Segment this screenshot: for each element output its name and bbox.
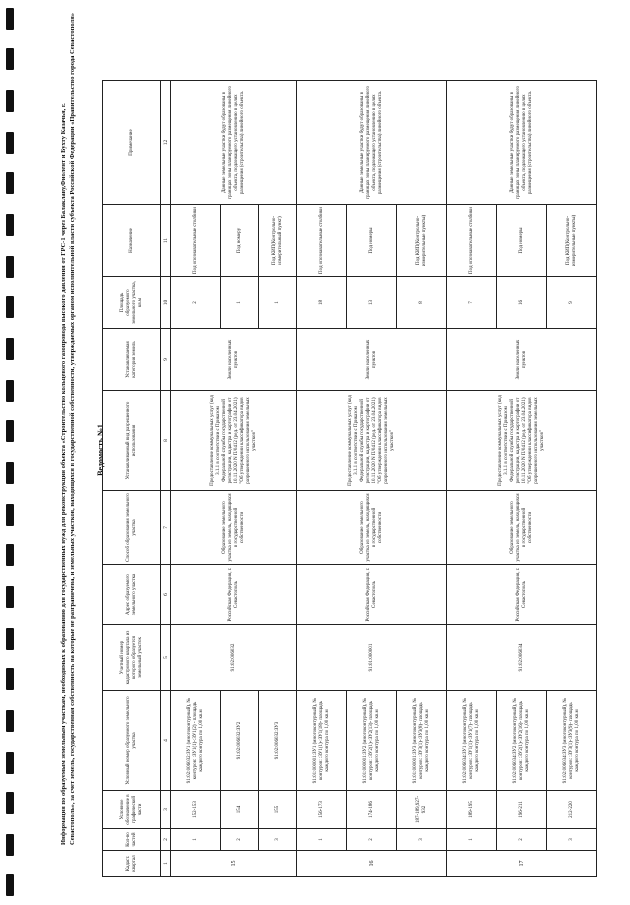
statement-number: Ведомость №1 [96,424,105,476]
plot-number: 91:01:000001:ЗУ2 (многоконтурный), № контуров: :ЗУ2(1)-:ЗУ2(13)- площадь каждого контура по 1,00 кв.м [347,691,397,791]
plot-number: 91:02:006032:ЗУ2 [221,691,259,791]
plot-number: 91:02:006032:ЗУ3 [259,691,297,791]
plot-number: 91:01:000001:ЗУ1 (многоконтурный), № контуров: :ЗУ1(1)-:ЗУ1(18)- площадь каждого контура по 1,00 кв.м [297,691,347,791]
plot-number: 91:02:006034:ЗУ2 (многоконтурный), № контуров: :ЗУ2(1)-:ЗУ2(16)- площадь каждого контура по 1,00 кв.м [497,691,547,791]
plot-number: 91:01:000001:ЗУ3 (многоконтурный), № контуров: :ЗУ3(1)-:ЗУ3(8)- площадь каждого контура по 1,00 кв.м [397,691,447,791]
graphic-mark: 156-173 [297,791,347,829]
plot-number: 91:02:006034:ЗУ1 (многоконтурный), № контуров: :ЗУ1(1)-:ЗУ1(7)- площадь каждого контура по 1,00 кв.м [447,691,497,791]
column-number: 8 [161,391,171,491]
header-cell: Адрес образуемого земельного участка [103,565,161,625]
table-row [171,81,221,877]
heading-line-1: Информация по образуемым земельным участкам, необходимых к образованию для государственных нужд для реконструкции объекта «Строительство кольцевого газопровода высокого давления от ГРС-1 через Балаклаву,Фиолент и Бухту Казачья, г. [60,103,67,845]
plot-area: 16 [497,277,547,329]
graphic-mark: 154 [221,791,259,829]
header-cell: Примечание [103,81,161,205]
plot-address: Российская Федерация, г. Севастополь [297,565,447,625]
permitted-use: Предоставление коммунальных услуг (код 3.1.1 в соответствии с Приказом Федеральной службы государственной регистрации, кадастра и картографии от 10.11.2020 N П/0412 (ред. от 23.04.2021) "Об утверждении классификатора видов разрешенного использования земельных участков" [171,391,297,491]
graphic-mark: 187-189,927-932 [397,791,447,829]
column-number: 1 [161,851,171,877]
plot-purpose: Под опознавательные столбики [447,205,497,277]
formation-method: Образование земельного участка из земель, находящихся в государственной собственности [297,491,447,565]
quarter-cell: 16 [297,851,447,877]
part-number: 2 [221,829,259,851]
plot-area: 1 [221,277,259,329]
part-number: 1 [171,829,221,851]
header-row [103,81,161,877]
note-cell: Данные земельные участки будут образованы в границах зоны планируемого размещения линейного объекта, подлежащего установлению в целях размещения (строительства) линейного объекта. [447,81,597,205]
header-cell: Устанавливаемая категория земель [103,329,161,391]
plot-area: 7 [447,277,497,329]
part-number: 3 [259,829,297,851]
column-number: 11 [161,205,171,277]
heading-line-2: Севастополь», за счет земель, государственная собственность на которые не разграничена, и земельных участков, находящихся в государственной собственности, утверждаемых органом исполнительной власти субъекта Российской Федерации «Правительство города Севастополя» [69,13,76,845]
cadastral-quarter: 91:02:006032 [171,625,297,691]
plot-address: Российская Федерация, г. Севастополь [171,565,297,625]
plot-purpose: Под номеру [221,205,259,277]
graphic-mark: 155 [259,791,297,829]
plot-purpose: Под опознавательные столбики [297,205,347,277]
plot-address: Российская Федерация, г. Севастополь [447,565,597,625]
plot-area: 9 [547,277,597,329]
permitted-use: Предоставление коммунальных услуг (код 3.1.1 в соответствии с Приказом Федеральной службы государственной регистрации, кадастра и картографии от 10.11.2020 N П/0412 (ред. от 23.04.2021) "Об утверждении классификатора видов разрешенного использования земельных участков" [447,391,597,491]
land-plots-table [102,80,597,877]
graphic-mark: 212-220 [547,791,597,829]
formation-method: Образование земельного участка из земель, находящихся в государственной собственности [171,491,297,565]
land-category: Земли населенных пунктов [297,329,447,391]
header-cell: Устанавливаемый вид разрешенного использования [103,391,161,491]
plot-purpose: Под опознавательные столбики [171,205,221,277]
column-number: 2 [161,829,171,851]
quarter-cell: 15 [171,851,297,877]
part-number: 3 [547,829,597,851]
header-cell: Учетный номер кадастрового квартала из которого образуется земельный участок [103,625,161,691]
graphic-mark: 196-211 [497,791,547,829]
note-cell: Данные земельные участки будут образованы в границах зоны планируемого размещения линейного объекта, подлежащего установлению в целях размещения (строительства) линейного объекта. [297,81,447,205]
column-number: 9 [161,329,171,391]
plot-number: 91:02:006032:ЗУ1 (многоконтурный), № контуров: :ЗУ1(1)-:ЗУ1(2) - площадь каждого контура по 1,00 кв.м [171,691,221,791]
column-number: 6 [161,565,171,625]
plot-purpose: Под КИП(Контрольно-измерительные пункты) [397,205,447,277]
plot-area: 18 [297,277,347,329]
column-number: 10 [161,277,171,329]
column-number: 5 [161,625,171,691]
plot-purpose: Под КИП(Контрольно-измерительный пункт) [259,205,297,277]
cadastral-quarter: 91:02:006034 [447,625,597,691]
column-number: 12 [161,81,171,205]
plot-purpose: Под КИП(Контрольно-измерительные пункты) [547,205,597,277]
header-cell: Кол-во частей [103,829,161,851]
cadastral-quarter: 91:01:000001 [297,625,447,691]
column-number: 4 [161,691,171,791]
plot-area: 13 [347,277,397,329]
plot-purpose: Под номеры [347,205,397,277]
plot-area: 8 [397,277,447,329]
table-row [447,81,497,877]
plot-area: 1 [259,277,297,329]
part-number: 2 [347,829,397,851]
land-category: Земли населенных пунктов [447,329,597,391]
part-number: 3 [397,829,447,851]
land-category: Земли населенных пунктов [171,329,297,391]
plot-number: 91:02:006034:ЗУ3 (многоконтурный), № контуров: :ЗУ3(1)-:ЗУ3(9)- площадь каждого контура по 1,00 кв.м [547,691,597,791]
graphic-mark: 174-186 [347,791,397,829]
plot-area: 2 [171,277,221,329]
column-number: 7 [161,491,171,565]
header-cell: Условный номер образуемого земельного участка [103,691,161,791]
plot-purpose: Под номеры [497,205,547,277]
header-cell: Способ образования земельного участка [103,491,161,565]
table-row [297,81,347,877]
graphic-mark: 152-153 [171,791,221,829]
quarter-cell: 17 [447,851,597,877]
header-cell: Условное обозначение в графической части [103,791,161,829]
header-cell: Кадаст. квартал [103,851,161,877]
part-number: 1 [297,829,347,851]
graphic-mark: 189-195 [447,791,497,829]
column-number: 3 [161,791,171,829]
formation-method: Образование земельного участка из земель, находящихся в государственной собственности [447,491,597,565]
column-numbers-row [161,81,171,877]
permitted-use: Предоставление коммунальных услуг (код 3.1.1 в соответствии с Приказом Федеральной службы государственной регистрации, кадастра и картографии от 10.11.2020 N П/0412 (ред. от 23.04.2021) "Об утверждении классификатора видов разрешенного использования земельных участков" [297,391,447,491]
header-cell: Назначение [103,205,161,277]
header-cell: Площадь образуемого земельного участка, кв.м [103,277,161,329]
note-cell: Данные земельные участки будут образованы в границах зоны планируемого размещения линейного объекта, подлежащего установлению в целях размещения (строительства) линейного объекта. [171,81,297,205]
part-number: 2 [497,829,547,851]
part-number: 1 [447,829,497,851]
